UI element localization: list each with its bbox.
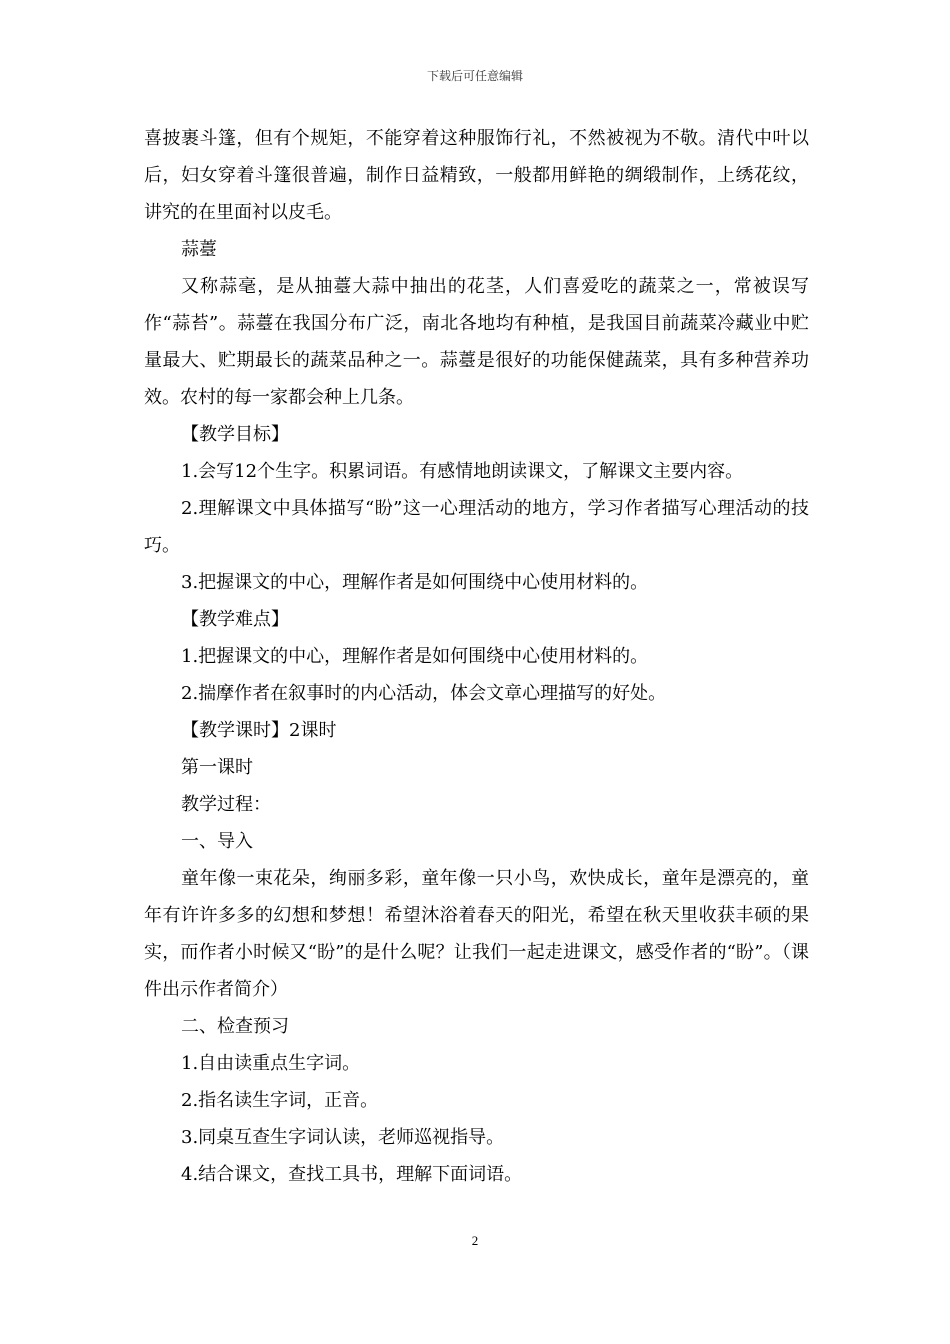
paragraph-introduction: 童年像一束花朵，绚丽多彩，童年像一只小鸟，欢快成长，童年是漂亮的，童年有许许多多的幻想和梦想！希望沐浴着春天的阳光，希望在秋天里收获丰硕的果实，而作者小时候又“盼”的是什么呢？让我们一起走进课文，感受作者的“盼”。（课件出示作者简介） [144, 868, 809, 1000]
preview-item-3: 3.同桌互查生字词认读，老师巡视指导。 [181, 1127, 505, 1148]
preview-item-4: 4.结合课文，查找工具书，理解下面词语。 [181, 1164, 523, 1185]
page-number: 2 [471, 1233, 479, 1248]
heading-check-preview: 二、检查预习 [181, 1016, 289, 1037]
page-header: 下载后可任意编辑 [426, 69, 523, 83]
heading-class-hours: 【教学课时】2课时 [181, 720, 337, 741]
heading-garlic-scape: 蒜薹 [181, 239, 217, 260]
paragraph-cloak-history: 喜披裹斗篷，但有个规矩，不能穿着这种服饰行礼，不然被视为不敬。清代中叶以后，妇女穿着斗篷很普遍，制作日益精致，一般都用鲜艳的绸缎制作，上绣花纹，讲究的在里面衬以皮毛。 [144, 128, 809, 223]
preview-item-1: 1.自由读重点生字词。 [181, 1053, 361, 1074]
preview-item-2: 2.指名读生字词，正音。 [181, 1090, 379, 1111]
heading-teaching-difficulties: 【教学难点】 [181, 609, 289, 630]
paragraph-garlic-scape: 又称蒜毫，是从抽薹大蒜中抽出的花茎，人们喜爱吃的蔬菜之一，常被误写作“蒜苔”。蒜薹在我国分布广泛，南北各地均有种植，是我国目前蔬菜冷藏业中贮量最大、贮期最长的蔬菜品种之一。蒜薹是很好的功能保健蔬菜，具有多种营养功效。农村的每一家都会种上几条。 [144, 276, 809, 408]
goal-item-1: 1.会写12个生字。积累词语。有感情地朗读课文，了解课文主要内容。 [181, 461, 744, 482]
difficulty-item-2: 2.揣摩作者在叙事时的内心活动，体会文章心理描写的好处。 [181, 683, 667, 704]
heading-teaching-goals: 【教学目标】 [181, 424, 289, 445]
goal-item-2: 2.理解课文中具体描写“盼”这一心理活动的地方，学习作者描写心理活动的技巧。 [144, 498, 809, 556]
heading-teaching-process: 教学过程： [181, 794, 271, 815]
heading-introduction: 一、导入 [181, 831, 253, 852]
difficulty-item-1: 1.把握课文的中心，理解作者是如何围绕中心使用材料的。 [181, 646, 649, 667]
goal-item-3: 3.把握课文的中心，理解作者是如何围绕中心使用材料的。 [181, 572, 649, 593]
document-body [144, 120, 809, 1193]
heading-first-lesson: 第一课时 [181, 757, 253, 778]
